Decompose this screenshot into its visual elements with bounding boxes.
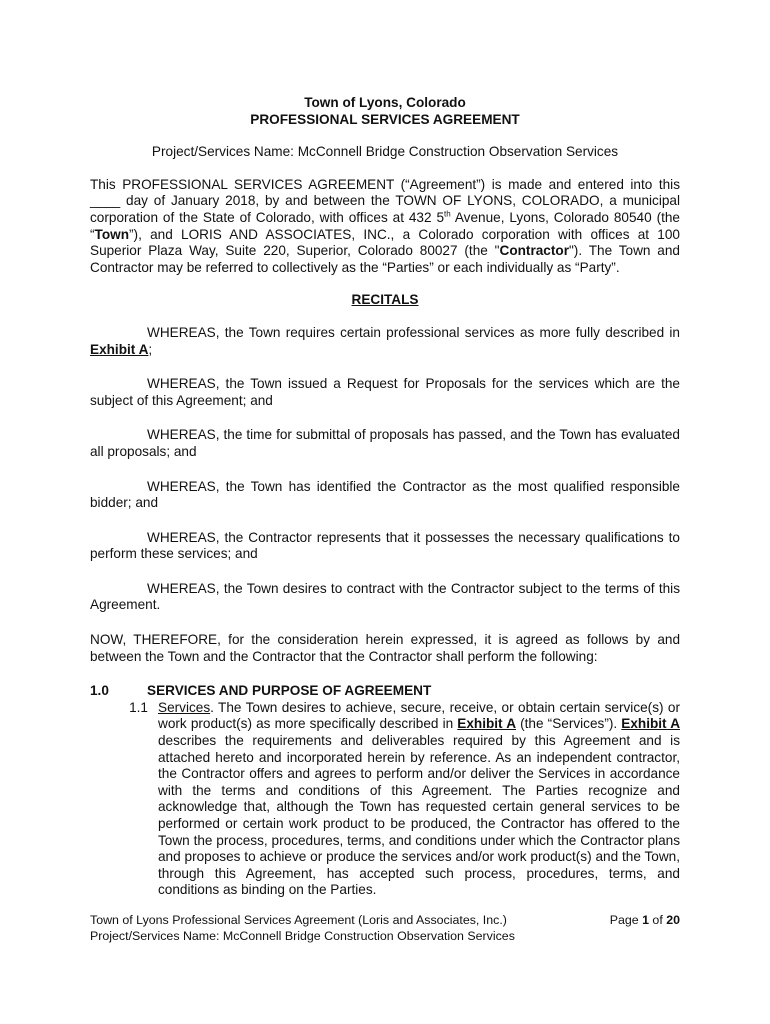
header-town: Town of Lyons, Colorado <box>304 95 466 110</box>
footer-agreement-line: Town of Lyons Professional Services Agreement (Loris and Associates, Inc.) <box>90 913 507 927</box>
intro-paragraph: This PROFESSIONAL SERVICES AGREEMENT (“Agreement”) is made and entered into this ____ day of January 2018, by and between the TOWN OF LYONS, COLORADO, a municipal corporation of the State of Colorado, with offices at 432 5th Avenue, Lyons, Colorado 80540 (the “Town”), and LORIS AND ASSOCIATES, INC., a Colorado corporation with offices at 100 Superior Plaza Way, Suite 220, Superior, Colorado 80027 (the "Contractor"). The Town and Contractor may be referred to collectively as the “Parties” or each individually as “Party”. <box>90 176 680 275</box>
page-footer <box>90 912 680 944</box>
now-therefore-paragraph: NOW, THEREFORE, for the consideration herein expressed, it is agreed as follows by and between the Town and the Contractor that the Contractor shall perform the following: <box>90 632 680 664</box>
footer-project-line: Project/Services Name: McConnell Bridge Construction Observation Services <box>90 929 515 943</box>
subsection-1-1 <box>90 700 680 899</box>
recital-4: WHEREAS, the Town has identified the Contractor as the most qualified responsible bidder; and <box>90 478 680 511</box>
page-number: Page 1 of 20 <box>609 913 680 927</box>
section-number: 1.0 <box>90 683 109 699</box>
header-agreement-title: PROFESSIONAL SERVICES AGREEMENT <box>250 111 520 127</box>
section-1-heading <box>90 683 680 700</box>
subsection-title: Services <box>158 699 211 715</box>
recital-1: WHEREAS, the Town requires certain professional services as more fully described in Exhibit A; <box>90 324 680 357</box>
recital-5: WHEREAS, the Contractor represents that it possesses the necessary qualifications to perform these services; and <box>90 529 680 562</box>
project-name-line: Project/Services Name: McConnell Bridge Construction Observation Services <box>151 144 619 160</box>
recital-3: WHEREAS, the time for submittal of proposals has passed, and the Town has evaluated all proposals; and <box>90 427 680 459</box>
recital-6: WHEREAS, the Town desires to contract with the Contractor subject to the terms of this Agreement. <box>90 580 680 613</box>
exhibit-a-reference: Exhibit A <box>90 341 149 357</box>
recitals-heading: RECITALS <box>351 292 419 308</box>
section-title: SERVICES AND PURPOSE OF AGREEMENT <box>147 683 432 699</box>
exhibit-a-reference: Exhibit A <box>621 716 681 732</box>
subsection-number: 1.1 <box>129 699 148 715</box>
document-header <box>90 95 680 128</box>
subsection-body: Services. The Town desires to achieve, secure, receive, or obtain certain service(s) or work product(s) as more specifically described in Exhibit A (the “Services”). Exhibit A describes the requirements and deliverables required by this Agreement and is attached hereto and incorporated herein by reference. As an independent contractor, the Contractor offers and agrees to perform and/or deliver the Services in accordance with the terms and conditions of this Agreement. The Parties recognize and acknowledge that, although the Town has requested certain general services to be performed or certain work product to be produced, the Contractor has offered to the Town the process, procedures, terms, and conditions under which the Contractor plans and proposes to achieve or produce the services and/or work product(s) and the Town, through this Agreement, has accepted such process, procedures, terms, and conditions as binding on the Parties. <box>158 699 681 898</box>
document-body <box>90 95 680 899</box>
recital-2: WHEREAS, the Town issued a Request for Proposals for the services which are the subject of this Agreement; and <box>90 376 680 408</box>
exhibit-a-reference: Exhibit A <box>457 716 517 732</box>
